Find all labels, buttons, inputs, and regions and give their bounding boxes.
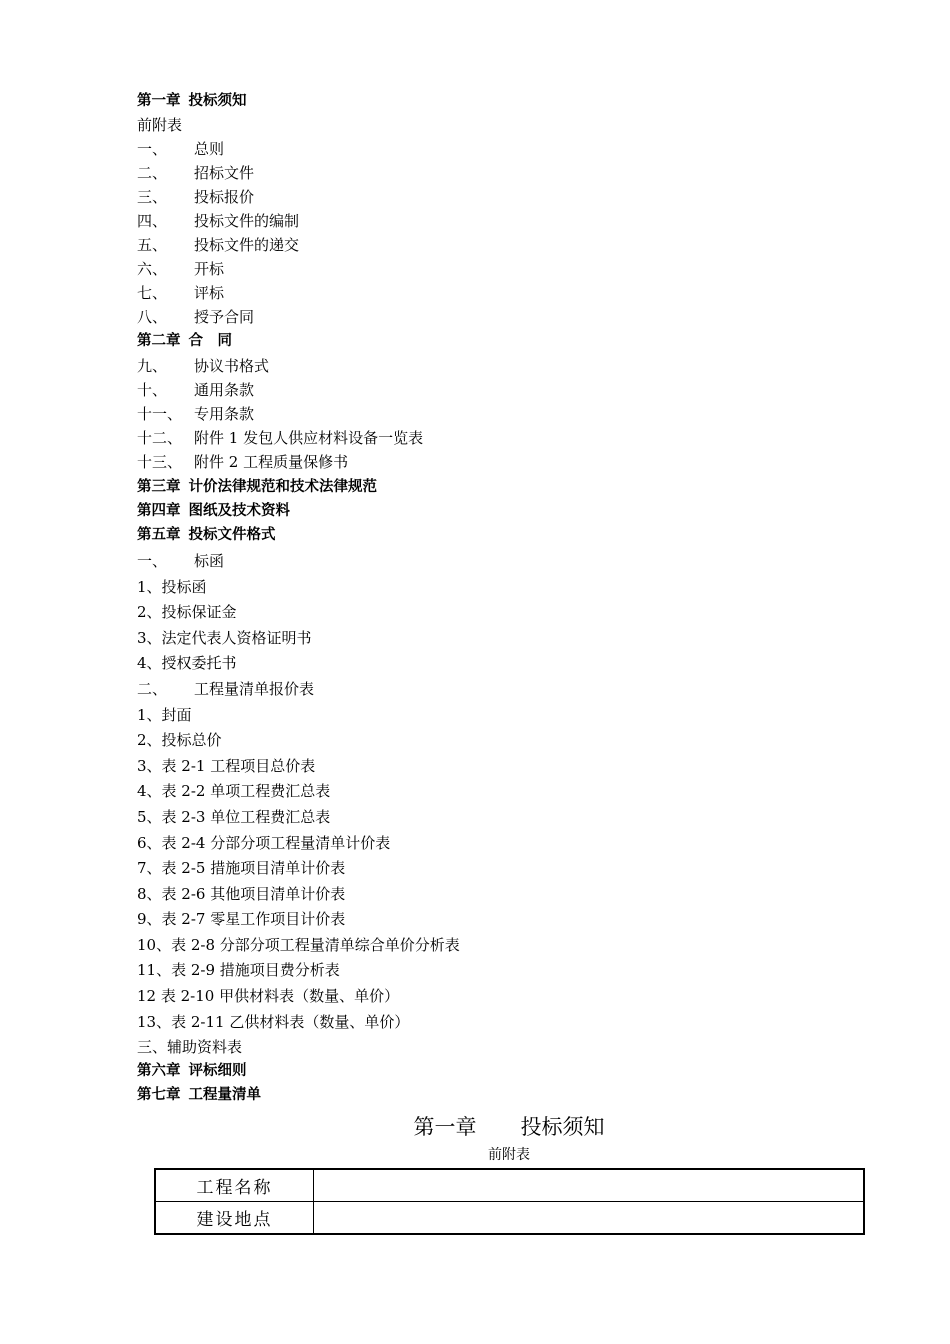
toc-item [137,677,837,703]
toc-item-number: 五、 [137,236,168,255]
toc-item-text: 6、表 2-4 分部分项工程量清单计价表 [137,833,391,852]
toc-item [137,233,837,257]
toc-item-number: 七、 [137,284,168,303]
toc-item-title: 评标 [194,284,225,303]
toc-item [137,1010,837,1036]
toc-chapter-number: 第六章 [137,1063,181,1080]
toc-item [137,161,837,185]
toc-item [137,402,837,426]
toc-item [137,113,837,137]
toc-chapter [137,329,837,353]
toc-item [137,354,837,378]
toc-item-text: 9、表 2-7 零星工作项目计价表 [137,910,346,929]
toc-item-title: 通用条款 [194,380,255,399]
toc-item [137,426,837,450]
toc-chapter-title: 合 同 [188,333,232,350]
toc-item [137,728,837,754]
toc-item-number: 一、 [137,551,168,570]
toc-chapter [137,475,837,499]
toc-item-number: 一、 [137,140,168,159]
toc-item [137,257,837,281]
toc-item [137,933,837,959]
table-row [155,1202,864,1235]
toc-item-number: 九、 [137,356,168,375]
section-heading [0,1112,950,1142]
toc-chapter-title: 投标文件格式 [188,527,276,544]
section-chapter: 第一章 [413,1115,477,1139]
toc-item-title: 总则 [194,140,225,159]
toc-item-text: 4、授权委托书 [137,654,237,673]
toc-item-text: 1、投标函 [137,577,207,596]
toc-item-text: 2、投标保证金 [137,603,237,622]
toc-item-title: 工程量清单报价表 [194,679,315,698]
toc-item-title: 投标文件的递交 [194,236,300,255]
toc-item [137,907,837,933]
toc-chapter [137,523,837,549]
table-cell-label: 建设地点 [155,1202,314,1235]
toc-item-number: 十二、 [137,428,183,447]
toc-item [137,137,837,161]
toc-chapter-number: 第七章 [137,1087,181,1104]
toc-item-text: 2、投标总价 [137,731,222,750]
toc-chapter-number: 第五章 [137,527,181,544]
toc-item [137,958,837,984]
toc-item-text: 3、表 2-1 工程项目总价表 [137,756,316,775]
toc-item-title: 附件 1 发包人供应材料设备一览表 [194,428,424,447]
toc-item-number: 四、 [137,212,168,231]
toc-item-title: 投标报价 [194,188,255,207]
toc-item [137,209,837,233]
toc-chapter-title: 工程量清单 [188,1087,261,1104]
toc-item [137,305,837,329]
toc-item-text: 5、表 2-3 单位工程费汇总表 [137,807,331,826]
toc-chapter-title: 投标须知 [188,93,247,109]
table-cell-value [314,1169,865,1202]
toc-item-text: 三、辅助资料表 [137,1038,243,1057]
toc-item-title: 专用条款 [194,404,255,423]
toc-item [137,549,837,575]
toc-item [137,600,837,626]
toc-chapter-number: 第二章 [137,333,181,350]
toc-item [137,575,837,601]
toc-chapter [137,1059,837,1083]
toc-item [137,626,837,652]
toc-item-number: 十、 [137,380,168,399]
toc-item-number: 二、 [137,164,168,183]
toc-item-title: 协议书格式 [194,356,270,375]
toc-item-number: 十三、 [137,452,183,471]
front-attachment-table [154,1168,865,1235]
toc-item-text: 10、表 2-8 分部分项工程量清单综合单价分析表 [137,935,460,954]
toc-item [137,805,837,831]
toc-item-text: 7、表 2-5 措施项目清单计价表 [137,859,346,878]
toc-item [137,1035,837,1059]
section-title: 投标须知 [520,1115,605,1139]
toc-item [137,651,837,677]
table-row [155,1169,864,1202]
table-of-contents [137,89,837,1107]
toc-item-title: 投标文件的编制 [194,212,300,231]
toc-item-number: 八、 [137,308,168,327]
toc-item-text: 前附表 [137,116,183,135]
section-subtitle: 前附表 [488,1147,530,1163]
toc-item-text: 1、封面 [137,705,192,724]
toc-item [137,754,837,780]
toc-item-number: 三、 [137,188,168,207]
toc-item-text: 4、表 2-2 单项工程费汇总表 [137,782,331,801]
toc-item [137,185,837,209]
toc-chapter-number: 第一章 [137,93,181,109]
toc-chapter [137,89,837,113]
toc-chapter-number: 第四章 [137,503,181,520]
toc-item-text: 13、表 2-11 乙供材料表（数量、单价） [137,1012,410,1031]
toc-item [137,378,837,402]
toc-item [137,831,837,857]
toc-chapter [137,1083,837,1107]
toc-chapter-title: 图纸及技术资料 [188,503,290,520]
toc-item-text: 3、法定代表人资格证明书 [137,628,312,647]
toc-item-number: 六、 [137,260,168,279]
toc-item-text: 11、表 2-9 措施项目费分析表 [137,961,340,980]
toc-item-title: 招标文件 [194,164,255,183]
toc-item-number: 十一、 [137,404,183,423]
toc-item-text: 12 表 2-10 甲供材料表（数量、单价） [137,987,400,1006]
toc-chapter-title: 评标细则 [188,1063,247,1080]
toc-item-number: 二、 [137,679,168,698]
toc-item-title: 开标 [194,260,225,279]
toc-item-title: 授予合同 [194,308,255,327]
toc-item [137,856,837,882]
toc-item [137,882,837,908]
toc-item [137,779,837,805]
table-cell-label: 工程名称 [155,1169,314,1202]
toc-chapter-number: 第三章 [137,479,181,496]
toc-chapter [137,499,837,523]
toc-item [137,984,837,1010]
toc-chapter-title: 计价法律规范和技术法律规范 [188,479,377,496]
table-cell-value [314,1202,865,1235]
toc-item [137,703,837,729]
toc-item-title: 标函 [194,551,225,570]
toc-item-title: 附件 2 工程质量保修书 [194,452,349,471]
toc-item [137,450,837,476]
toc-item [137,281,837,305]
toc-item-text: 8、表 2-6 其他项目清单计价表 [137,884,346,903]
